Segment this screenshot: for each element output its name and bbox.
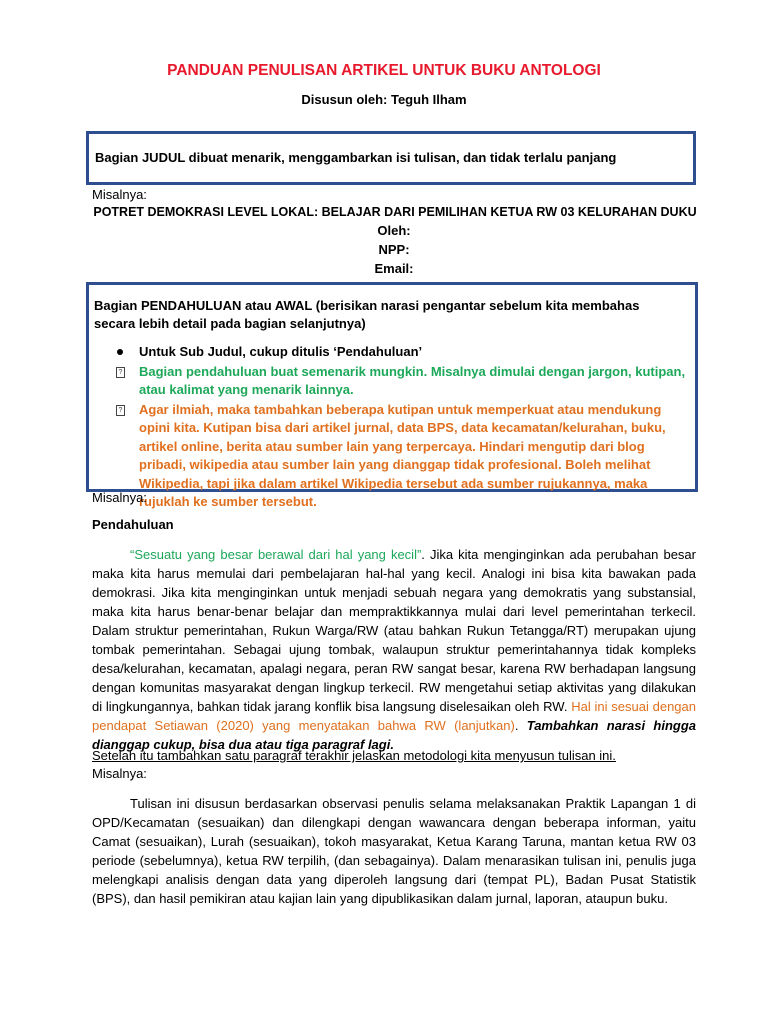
oleh-label: Oleh:: [377, 223, 411, 238]
npp-label: NPP:: [378, 242, 410, 257]
author-line: Disusun oleh: Teguh Ilham: [301, 92, 467, 107]
missing-glyph-icon: ?: [116, 367, 125, 378]
misalnya-label-1: Misalnya:: [92, 187, 147, 202]
list-item-text: Agar ilmiah, maka tambahkan beberapa kutipan untuk memperkuat atau mendukung opini kita. Kutipan bisa dari artikel jurnal, data BPS, data kecamatan/kelurahan, buku, artikel online, berita atau sumber lain yang terpercaya. Hindari mengutip dari blog pribadi, wikipedia atau sumber lain yang dianggap tidak profesional. Boleh melihat Wikipedia, tapi jika dalam artikel Wikipedia tersebut ada sumber rujukannya, maka rujuklah ke sumber tersebut.: [139, 401, 666, 509]
list-item-text: Untuk Sub Judul, cukup ditulis ‘Pendahuluan’: [139, 344, 423, 359]
missing-glyph-icon: ?: [116, 405, 125, 416]
list-item-text: Bagian pendahuluan buat semenarik mungkin. Misalnya dimulai dengan jargon, kutipan, atau kalimat yang menarik lainnya.: [139, 363, 686, 397]
example-title: POTRET DEMOKRASI LEVEL LOKAL: BELAJAR DARI PEMILIHAN KETUA RW 03 KELURAHAN DUKU: [93, 205, 697, 219]
pendahuluan-box: [86, 282, 698, 509]
list-item: [113, 401, 693, 512]
pendahuluan-box-intro: Bagian PENDAHULUAN atau AWAL (berisikan narasi pengantar sebelum kita membahas secara lebih detail pada bagian selanjutnya): [94, 298, 640, 331]
opening-quote: “Sesuatu yang besar berawal dari hal yang kecil”: [130, 547, 422, 562]
paragraph-text: . Jika kita menginginkan ada perubahan besar maka kita harus memulai dari pembelajaran hal-hal yang kecil. Analogi ini bisa kita bawakan pada demokrasi. Jika kita menginginkan untuk menjadi sebuah negara yang demokratis yang substansial, maka kita harus benar-benar belajar dan mempraktikkannya mulai dari level pemerintahan terkecil. Dalam struktur pemerintahan, Rukun Warga/RW (atau bahkan Rukun Tetangga/RT) merupakan ujung tombak pemerintahan. Sebagai ujung tombak, walaupun struktur pemerintahannya tidak kompleks desa/kelurahan, kecamatan, apalagi negara, peran RW sangat besar, karena RW berhadapan langsung dengan komunitas masyarakat dengan lingkup terkecil. RW mengetahui setiap aktivitas yang dilakukan di lingkungannya, bahkan tidak jarang konflik bisa langsung diselesaikan oleh RW.: [92, 547, 696, 714]
body-paragraph-2: Tulisan ini disusun berdasarkan observasi penulis selama melaksanakan Praktik Lapangan 1 di OPD/Kecamatan (sesuaikan) dan dilengkapi dengan wawancara dengan beberapa informan, yaitu Camat (sesuaikan), Lurah (sesuaikan), tokoh masyarakat, Ketua Karang Taruna, mantan ketua RW 03 periode (sebelumnya), ketua RW terpilih, (dan sebagainya). Dalam menarasikan tulisan ini, penulis juga melengkapi analisis dengan data yang diperoleh langsung dari (tempat PL), Badan Pusat Statistik (BPS), dan hasil pemikiran atau kajian lain yang dipublikasikan dalam jurnal, laporan, ataupun buku.: [92, 796, 696, 906]
document-title: PANDUAN PENULISAN ARTIKEL UNTUK BUKU ANTOLOGI: [167, 62, 601, 79]
email-label: Email:: [374, 261, 414, 276]
section-heading-pendahuluan: Pendahuluan: [92, 517, 174, 532]
metodologi-note: Setelah itu tambahkan satu paragraf terakhir jelaskan metodologi kita menyusun tulisan ini.: [92, 748, 616, 763]
misalnya-label-2: Misalnya:: [92, 490, 147, 505]
bullet-icon: [117, 349, 123, 355]
list-item: [113, 343, 693, 362]
period-text: .: [514, 718, 527, 733]
instruction-text: Tambahkan narasi hingga dianggap cukup, bisa dua atau tiga paragraf lagi.: [92, 718, 696, 752]
misalnya-label-3: Misalnya:: [92, 766, 147, 781]
judul-box: [86, 131, 696, 185]
guideline-list: [113, 343, 693, 513]
body-paragraph-1: [92, 545, 696, 754]
judul-box-text: Bagian JUDUL dibuat menarik, menggambarkan isi tulisan, dan tidak terlalu panjang: [95, 150, 617, 165]
citation-text: Hal ini sesuai dengan pendapat Setiawan (2020) yang menyatakan bahwa RW (lanjutkan): [92, 699, 696, 733]
list-item: [113, 363, 693, 400]
